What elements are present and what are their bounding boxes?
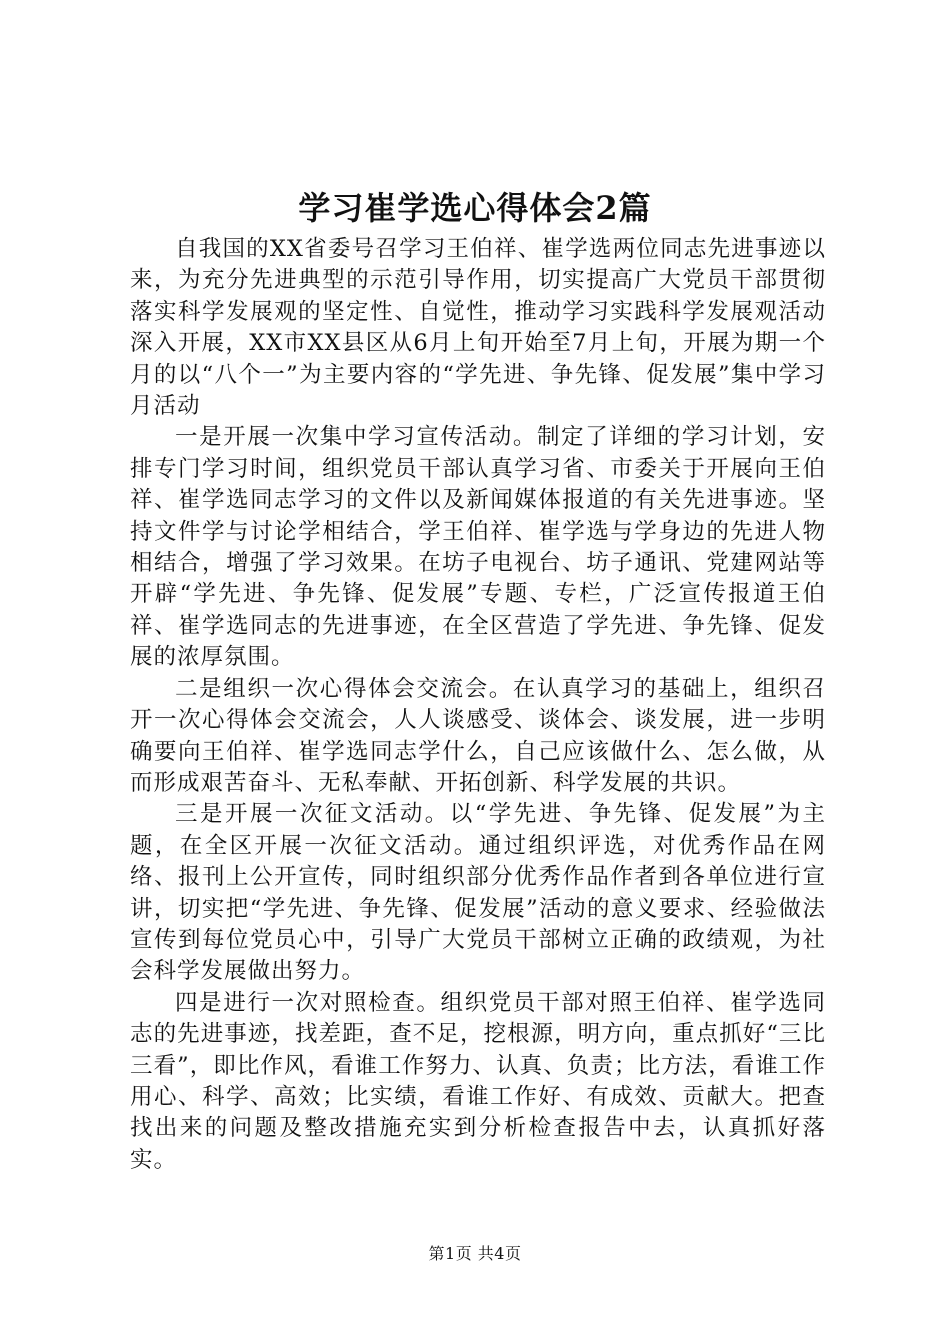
paragraph-intro: 自我国的XX省委号召学习王伯祥、崔学选两位同志先进事迹以来，为充分先进典型的示范引导作用，切实提高广大党员干部贯彻落实科学发展观的坚定性、自觉性，推动学习实践科学发展观活动深入开展，XX市XX县区从6月上旬开始至7月上旬，开展为期一个月的以“八个一”为主要内容的“学先进、争先锋、促发展”集中学习月活动 (130, 236, 826, 420)
page-footer (0, 1243, 950, 1265)
document-title: 学习崔学选心得体会2篇 (298, 189, 652, 227)
paragraph-item-3: 三是开展一次征文活动。以“学先进、争先锋、促发展”为主题，在全区开展一次征文活动。通过组织评选，对优秀作品在网络、报刊上公开宣传，同时组织部分优秀作品作者到各单位进行宣讲，切实把“学先进、争先锋、促发展”活动的意义要求、经验做法宣传到每位党员心中，引导广大党员干部树立正确的政绩观，为社会科学发展做出努力。 (130, 801, 826, 985)
paragraph-item-1: 一是开展一次集中学习宣传活动。制定了详细的学习计划，安排专门学习时间，组织党员干部认真学习省、市委关于开展向王伯祥、崔学选同志学习的文件以及新闻媒体报道的有关先进事迹。坚持文件学与讨论学相结合，学王伯祥、崔学选与学身边的先进人物相结合，增强了学习效果。在坊子电视台、坊子通讯、党建网站等开辟“学先进、争先锋、促发展”专题、专栏，广泛宣传报道王伯祥、崔学选同志的先进事迹，在全区营造了学先进、争先锋、促发展的浓厚氛围。 (130, 424, 826, 671)
paragraph-item-2: 二是组织一次心得体会交流会。在认真学习的基础上，组织召开一次心得体会交流会，人人谈感受、谈体会、谈发展，进一步明确要向王伯祥、崔学选同志学什么，自己应该做什么、怎么做，从而形成艰苦奋斗、无私奉献、开拓创新、科学发展的共识。 (130, 675, 826, 796)
document-body (130, 234, 826, 1176)
page-number-indicator: 第1页 共4页 (428, 1244, 522, 1263)
paragraph-item-4: 四是进行一次对照检查。组织党员干部对照王伯祥、崔学选同志的先进事迹，找差距，查不足，挖根源，明方向，重点抓好“三比三看”，即比作风，看谁工作努力、认真、负责；比方法，看谁工作用心、科学、高效；比实绩，看谁工作好、有成效、贡献大。把查找出来的问题及整改措施充实到分析检查报告中去，认真抓好落实。 (130, 989, 826, 1173)
